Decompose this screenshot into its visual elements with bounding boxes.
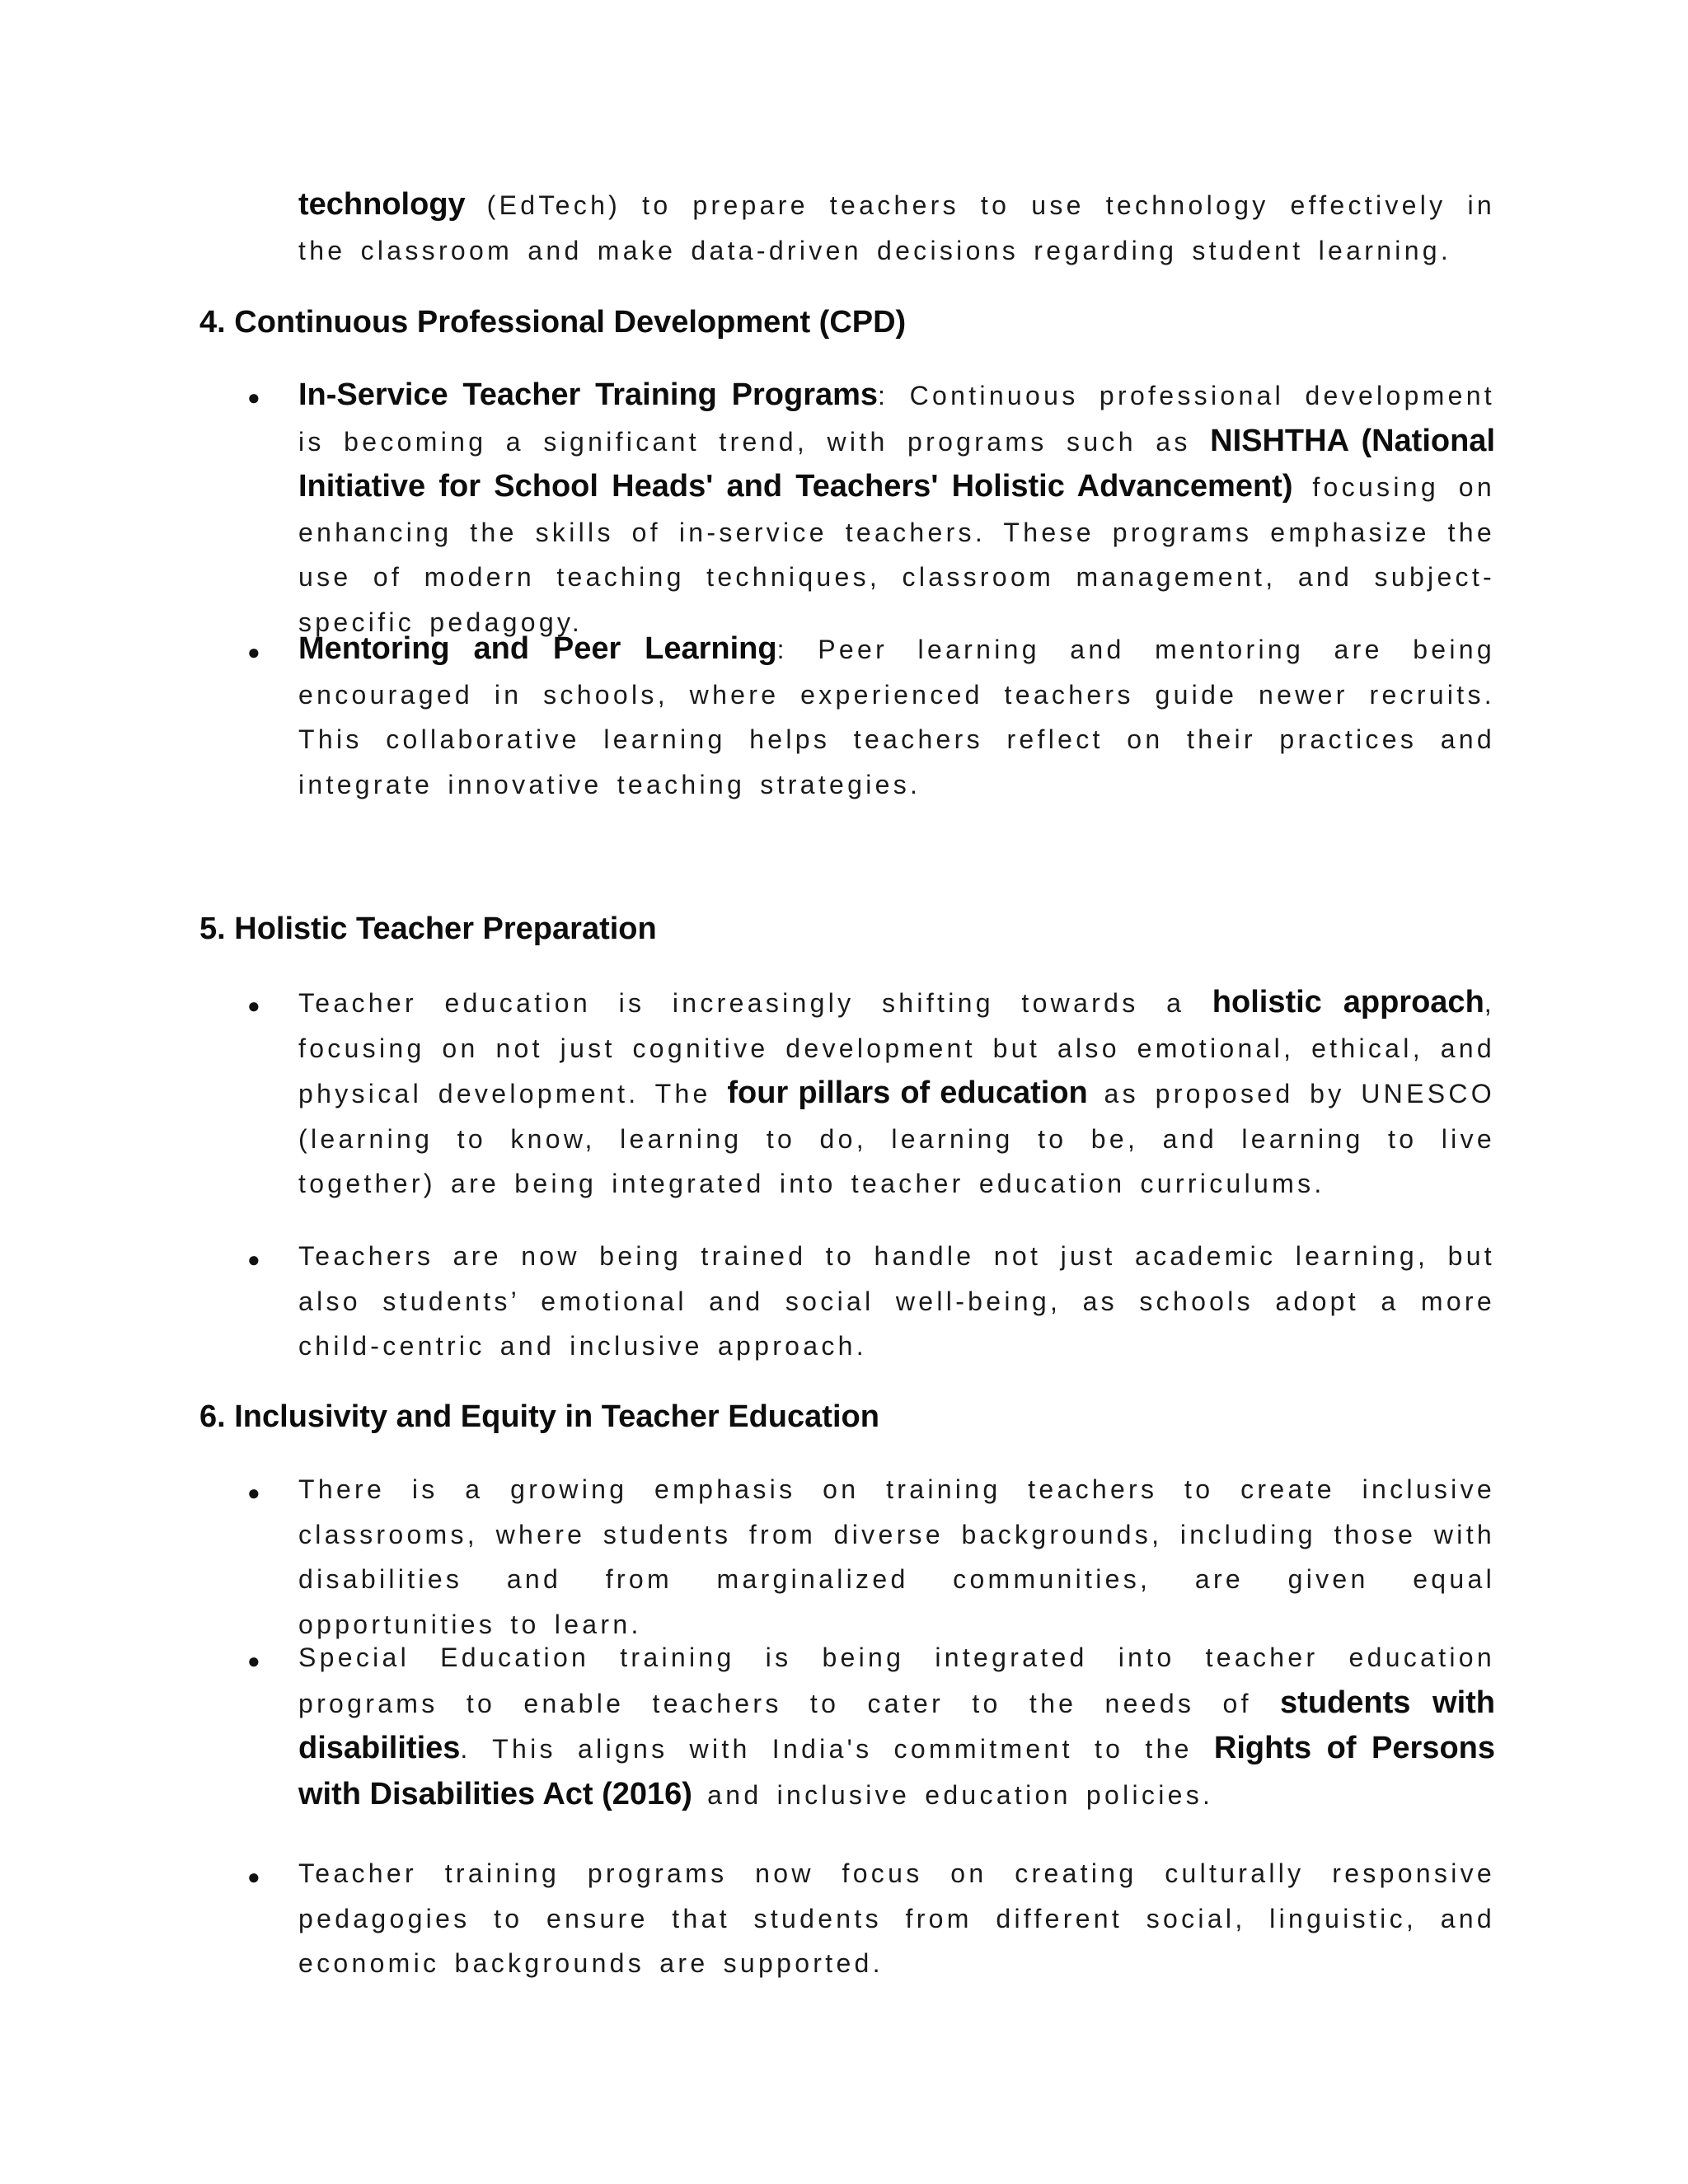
list-item: Teachers are now being trained to handle not just academic learning, but also students’ emotional and social well-being, as schools adopt a more child-centric and inclusive approach. [298, 1241, 1495, 1361]
list-item: Special Education training is being integrated into teacher education programs to enable teachers to cater to the needs of students with disabilities. This aligns with India's commitment to the Rights of Persons with Disabilities Act (2016) and inclusive education policies. [298, 1643, 1495, 1811]
bullet-icon: ● [247, 1247, 260, 1272]
bullet-icon: ● [247, 1480, 260, 1505]
section-heading-inclusivity: 6. Inclusivity and Equity in Teacher Education [199, 1399, 879, 1434]
section-heading-holistic: 5. Holistic Teacher Preparation [199, 912, 657, 946]
bullet-icon: ● [247, 640, 260, 664]
bold-term: In-Service Teacher Training Programs [298, 377, 879, 412]
bullet-icon: ● [247, 1864, 260, 1889]
list-item: In-Service Teacher Training Programs: Continuous professional development is becoming a significant trend, with programs such as NISHTHA (National Initiative for School Heads' and Teachers' Holistic Advancement) focusing on enhancing the skills of in-service teachers. These programs emphasize the use of modern teaching techniques, classroom management, and subject-specific pedagogy. [298, 377, 1495, 637]
list-item: There is a growing emphasis on training teachers to create inclusive classrooms, where students from diverse backgrounds, including those with disabilities and from marginalized communities, are given equal opportunities to learn. [298, 1474, 1495, 1639]
bold-term: students with disabilities [298, 1685, 1495, 1765]
bullet-icon: ● [247, 1648, 260, 1673]
bold-term: four pillars of education [727, 1076, 1088, 1110]
bold-term: NISHTHA (National Initiative for School Heads' and Teachers' Holistic Advancement) [298, 423, 1495, 504]
list-item: Teacher education is increasingly shifting towards a holistic approach, focusing on not just cognitive development but also emotional, ethical, and physical development. The four pillars of education as proposed by UNESCO (learning to know, learning to do, learning to be, and learning to live together) are being integrated into teacher education curriculums. [298, 985, 1495, 1198]
section-heading-cpd: 4. Continuous Professional Development (CPD) [199, 305, 907, 340]
bold-term: Mentoring and Peer Learning [298, 631, 777, 666]
continued-paragraph: technology (EdTech) to prepare teachers to use technology effectively in the classroom and make data-driven decisions regarding student learning. [298, 187, 1495, 265]
bold-term: technology [298, 187, 466, 222]
bullet-icon: ● [247, 993, 260, 1018]
bold-term: holistic approach [1212, 985, 1484, 1019]
bold-term: Rights of Persons with Disabilities Act (2016) [298, 1731, 1495, 1811]
list-item: Mentoring and Peer Learning: Peer learning and mentoring are being encouraged in schools, where experienced teachers guide newer recruits. This collaborative learning helps teachers reflect on their practices and integrate innovative teaching strategies. [298, 631, 1495, 799]
bullet-icon: ● [247, 385, 260, 410]
list-item: Teacher training programs now focus on creating culturally responsive pedagogies to ensure that students from different social, linguistic, and economic backgrounds are supported. [298, 1858, 1495, 1978]
